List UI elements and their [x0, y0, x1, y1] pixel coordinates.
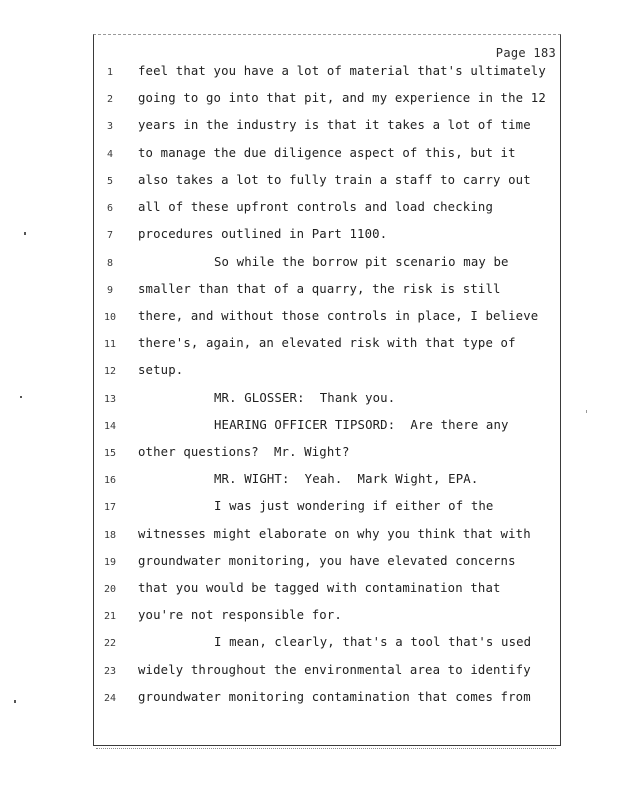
transcript-line [0, 64, 618, 84]
transcript-line [0, 635, 618, 655]
line-number: 22 [103, 638, 117, 649]
line-text: groundwater monitoring, you have elevated concerns [138, 554, 516, 568]
page-number: Page 183 [495, 46, 556, 60]
transcript-line [0, 255, 618, 275]
line-number: 17 [103, 502, 117, 513]
line-text: there's, again, an elevated risk with that type of [138, 336, 516, 350]
transcript-line [0, 91, 618, 111]
line-text: to manage the due diligence aspect of this, but it [138, 146, 516, 160]
scan-edge [96, 748, 556, 751]
line-text: So while the borrow pit scenario may be [214, 255, 509, 269]
transcript-line [0, 146, 618, 166]
line-number: 10 [103, 312, 117, 323]
transcript-line [0, 173, 618, 193]
line-text: years in the industry is that it takes a lot of time [138, 118, 531, 132]
line-text: HEARING OFFICER TIPSORD: Are there any [214, 418, 509, 432]
line-number: 20 [103, 584, 117, 595]
transcript-line [0, 418, 618, 438]
line-text: you're not responsible for. [138, 608, 342, 622]
line-number: 15 [103, 448, 117, 459]
line-text: smaller than that of a quarry, the risk is still [138, 282, 501, 296]
line-text: I was just wondering if either of the [214, 499, 494, 513]
line-number: 19 [103, 557, 117, 568]
transcript-line [0, 499, 618, 519]
line-text: groundwater monitoring contamination that comes from [138, 690, 531, 704]
line-number: 18 [103, 530, 117, 541]
line-number: 14 [103, 421, 117, 432]
transcript-line [0, 527, 618, 547]
line-number: 5 [106, 176, 114, 187]
line-text: all of these upfront controls and load checking [138, 200, 494, 214]
line-number: 13 [103, 394, 117, 405]
line-number: 12 [103, 366, 117, 377]
transcript-line [0, 445, 618, 465]
line-text: feel that you have a lot of material that's ultimately [138, 64, 546, 78]
line-text: there, and without those controls in place, I believe [138, 309, 539, 323]
line-text: widely throughout the environmental area to identify [138, 663, 531, 677]
line-number: 21 [103, 611, 117, 622]
line-text: that you would be tagged with contamination that [138, 581, 501, 595]
transcript-line [0, 581, 618, 601]
line-number: 1 [106, 67, 114, 78]
line-number: 3 [106, 121, 114, 132]
transcript-line [0, 554, 618, 574]
transcript-line [0, 663, 618, 683]
line-number: 6 [106, 203, 114, 214]
transcript-line [0, 472, 618, 492]
line-number: 24 [103, 693, 117, 704]
transcript-line [0, 227, 618, 247]
transcript-line [0, 391, 618, 411]
line-number: 7 [106, 230, 114, 241]
line-number: 16 [103, 475, 117, 486]
line-text: setup. [138, 363, 184, 377]
line-text: MR. WIGHT: Yeah. Mark Wight, EPA. [214, 472, 479, 486]
transcript-line [0, 309, 618, 329]
scan-speck [586, 410, 587, 413]
line-number: 23 [103, 666, 117, 677]
transcript-line [0, 118, 618, 138]
scan-speck [24, 232, 26, 235]
line-number: 2 [106, 94, 114, 105]
line-text: going to go into that pit, and my experience in the 12 [138, 91, 546, 105]
scan-speck [14, 700, 16, 703]
line-number: 8 [106, 258, 114, 269]
line-text: procedures outlined in Part 1100. [138, 227, 388, 241]
line-text: MR. GLOSSER: Thank you. [214, 391, 396, 405]
line-number: 11 [103, 339, 117, 350]
transcript-line [0, 336, 618, 356]
transcript-line [0, 200, 618, 220]
scan-speck [20, 396, 22, 398]
line-text: I mean, clearly, that's a tool that's used [214, 635, 532, 649]
line-number: 9 [106, 285, 114, 296]
transcript-line [0, 282, 618, 302]
transcript-line [0, 363, 618, 383]
transcript-line [0, 690, 618, 710]
transcript-line [0, 608, 618, 628]
line-text: also takes a lot to fully train a staff to carry out [138, 173, 531, 187]
line-text: witnesses might elaborate on why you think that with [138, 527, 531, 541]
line-text: other questions? Mr. Wight? [138, 445, 350, 459]
line-number: 4 [106, 149, 114, 160]
